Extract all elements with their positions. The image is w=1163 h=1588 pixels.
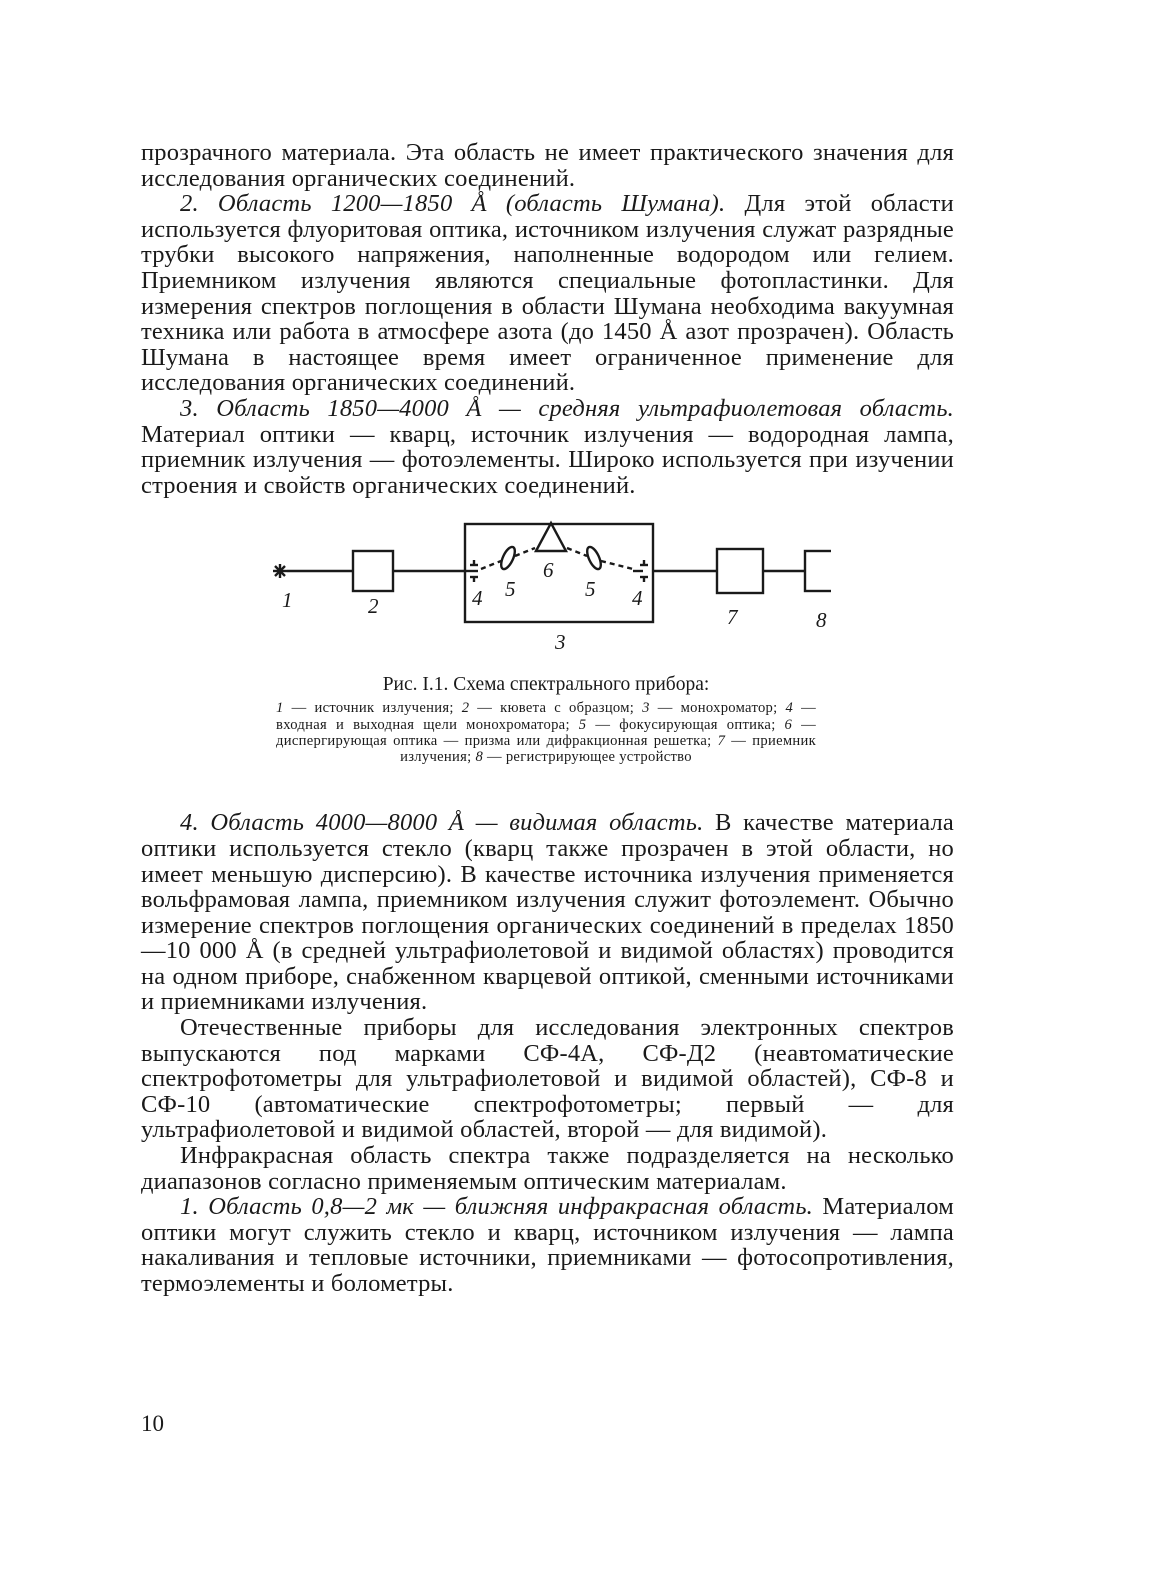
paragraph-7-text: Материалом оптики могут служить стекло и кварц, источником излучения — лампа накаливания и тепловые источники, приемниками — фотосопротивления, термоэлементы и болометры. <box>141 1193 954 1297</box>
beam-dash-3 <box>567 548 587 556</box>
label-3: 3 <box>555 630 566 655</box>
figure-spectral-device <box>141 514 954 810</box>
label-1: 1 <box>282 588 293 613</box>
page-number: 10 <box>141 1411 164 1436</box>
paragraph-6-text: Инфракрасная область спектра также подразделяется на несколько диапазонов согласно применяемым оптическим материалам. <box>141 1142 954 1195</box>
caption-item: — кювета с образцом; <box>469 700 643 717</box>
detector-box <box>717 549 763 593</box>
focusing-lens-2-icon <box>584 545 603 571</box>
caption-num: 1 <box>276 700 284 717</box>
paragraph-3 <box>141 396 954 498</box>
paragraph-5 <box>141 1015 954 1143</box>
caption-item: — диспергирующая оптика — призма или дифракционная решетка; <box>276 716 816 749</box>
caption-num: 7 <box>717 732 726 749</box>
caption-num: 5 <box>578 716 587 733</box>
beam-dash-4 <box>601 561 633 569</box>
paragraph-3-text: Материал оптики — кварц, источник излучения — водородная лампа, приемник излучения — фотоэлементы. Широко используется при изучении строения и свойств органических соединений. <box>141 420 954 499</box>
caption-item: — входная и выходная щели монохроматора; <box>276 700 816 733</box>
label-8: 8 <box>816 608 827 633</box>
caption-num: 8 <box>475 748 484 765</box>
radiation-source-icon <box>273 564 287 578</box>
caption-num: 4 <box>785 700 794 717</box>
label-6: 6 <box>543 558 554 583</box>
caption-item: — приемник излучения; <box>400 732 816 765</box>
paragraph-2-text: Для этой области используется флуоритовая оптика, источником излучения служат разрядные трубки высокого напряжения, наполненные водородом или гелием. Приемником излучения являются специальные фотопластинки. Для измерения спектров поглощения в области Шумана необходима вакуумная техника или работа в атмосфере азота (до 1450 Å азот прозрачен). Область Шумана в настоящее время имеет ограниченное применение для исследования органических соединений. <box>141 190 954 397</box>
label-4-entrance: 4 <box>472 586 483 611</box>
paragraph-4-text: В качестве материала оптики используется стекло (кварц также прозрачен в этой области, но имеет меньшую дисперсию). В качестве источника излучения применяется вольфрамовая лампа, приемником излучения служит фотоэлемент. Обычно измерение спектров поглощения органических соединений в пределах 1850—10 000 Å (в средней ультрафиолетовой и видимой областях) проводится на одном приборе, снабженном кварцевой оптикой, сменными источниками и приемниками излучения. <box>141 809 954 1016</box>
paragraph-1-text: прозрачного материала. Эта область не имеет практического значения для исследования органических соединений. <box>141 139 954 192</box>
caption-legend <box>276 700 816 765</box>
prism-icon <box>536 523 566 551</box>
caption-num: 3 <box>642 700 650 717</box>
caption-num: 6 <box>784 716 793 733</box>
beam-dash-2 <box>515 548 535 556</box>
caption-title: Рис. I.1. Схема спектрального прибора: <box>382 674 710 696</box>
caption-item: — регистрирующее устройство <box>483 748 692 765</box>
label-5-left: 5 <box>505 577 516 602</box>
label-7: 7 <box>727 605 738 630</box>
paragraph-7-heading: 1. Область 0,8—2 мк — ближняя инфракрасная область. <box>180 1193 813 1221</box>
spectral-device-diagram <box>271 514 831 674</box>
paragraph-6 <box>141 1143 954 1194</box>
page-content <box>141 140 954 1297</box>
paragraph-7 <box>141 1194 954 1296</box>
focusing-lens-1-icon <box>498 545 517 571</box>
caption-item: — фокусирующая оптика; <box>586 716 785 733</box>
label-2: 2 <box>368 594 379 619</box>
paragraph-3-heading: 3. Область 1850—4000 Å — средняя ультрафиолетовая область. <box>180 394 954 422</box>
beam-dash-1 <box>481 561 501 569</box>
label-5-right: 5 <box>585 577 596 602</box>
paragraph-1 <box>141 140 954 191</box>
caption-item: — источник излучения; <box>283 700 462 717</box>
paragraph-4-heading: 4. Область 4000—8000 Å — видимая область. <box>180 809 704 837</box>
recorder-box <box>805 551 831 591</box>
paragraph-5-text: Отечественные приборы для исследования электронных спектров выпускаются под марками СФ-4А, СФ-Д2 (неавтоматические спектрофотометры для ультрафиолетовой и видимой областей), СФ-8 и СФ-10 (автоматические спектрофотометры; первый — для ультрафиолетовой и видимой областей, второй — для видимой). <box>141 1014 954 1144</box>
paragraph-2 <box>141 191 954 396</box>
caption-num: 2 <box>461 700 470 717</box>
cuvette-box <box>353 551 393 591</box>
caption-item: — монохроматор; <box>649 700 786 717</box>
figure-caption <box>276 674 816 765</box>
paragraph-4 <box>141 810 954 1015</box>
label-4-exit: 4 <box>632 586 643 611</box>
paragraph-2-heading: 2. Область 1200—1850 Å (область Шумана). <box>180 190 726 218</box>
